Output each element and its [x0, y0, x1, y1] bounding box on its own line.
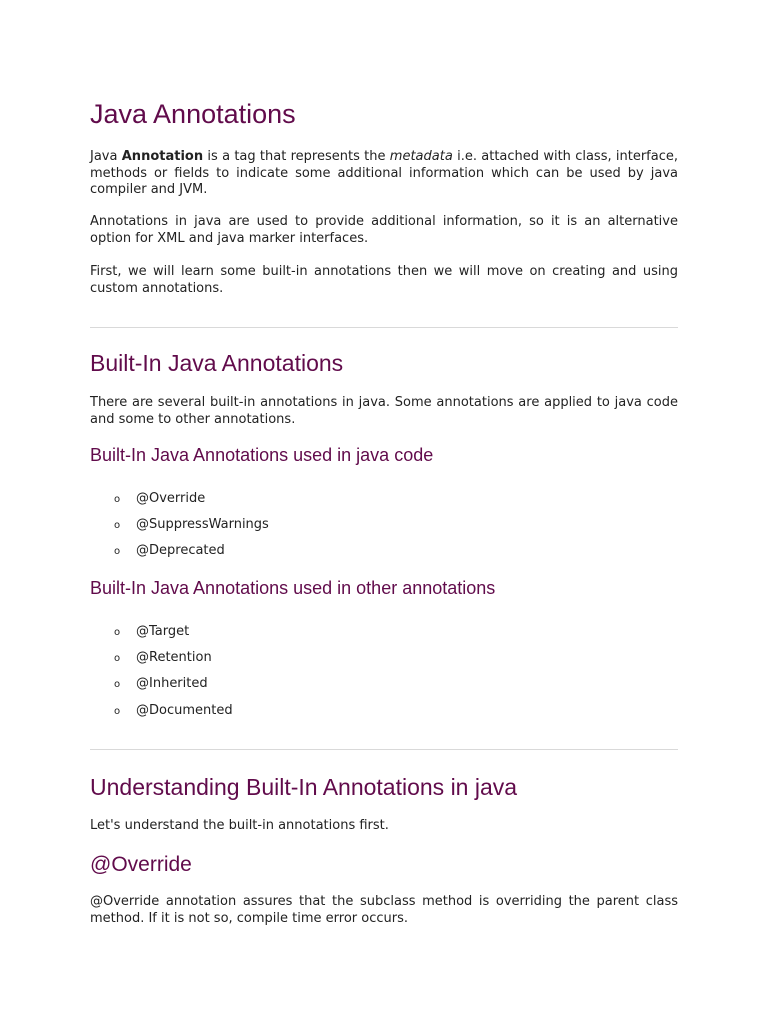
hollow-bullet-icon: o: [114, 706, 121, 717]
annotation-bold-term: Annotation: [121, 149, 204, 164]
section-divider: [90, 749, 678, 750]
java-code-annotation-list: [90, 491, 678, 569]
intro-paragraph-3: First, we will learn some built-in annotations then we will move on creating and using custom annotations.: [90, 264, 678, 296]
override-description: @Override annotation assures that the subclass method is overriding the parent class method. If it is not so, compile time error occurs.: [90, 894, 678, 926]
list-item: o @Documented: [114, 703, 233, 718]
section-heading-builtin: Built-In Java Annotations: [90, 350, 344, 376]
list-item: o @SuppressWarnings: [114, 517, 269, 532]
page-title: Java Annotations: [90, 99, 296, 129]
hollow-bullet-icon: o: [114, 494, 121, 505]
builtin-description: There are several built-in annotations in java. Some annotations are applied to java code and some to other annotations.: [90, 395, 678, 427]
metadata-italic-term: metadata: [389, 149, 453, 164]
intro-paragraph-2: Annotations in java are used to provide additional information, so it is an alternative option for XML and java marker interfaces.: [90, 214, 678, 246]
other-annotation-list: [90, 624, 678, 729]
list-item: o @Override: [114, 491, 206, 506]
section-heading-understanding: Understanding Built-In Annotations in java: [90, 774, 518, 800]
section-divider: [90, 327, 678, 328]
hollow-bullet-icon: o: [114, 653, 121, 664]
understanding-description: Let's understand the built-in annotations first.: [90, 818, 389, 833]
hollow-bullet-icon: o: [114, 627, 121, 638]
list-item: o @Target: [114, 624, 190, 639]
hollow-bullet-icon: o: [114, 520, 121, 531]
section-heading-override: @Override: [90, 853, 192, 876]
list-item: o @Deprecated: [114, 543, 225, 558]
list-item: o @Retention: [114, 650, 212, 665]
hollow-bullet-icon: o: [114, 679, 121, 690]
list-item: o @Inherited: [114, 676, 208, 691]
intro-paragraph-1: Java Annotation is a tag that represents the metadata i.e. attached with class, interface, methods or fields to indicate some additional information which can be used by java compiler and JVM.: [90, 149, 678, 197]
hollow-bullet-icon: o: [114, 546, 121, 557]
subheading-other-annotations: Built-In Java Annotations used in other annotations: [90, 578, 496, 598]
subheading-java-code: Built-In Java Annotations used in java code: [90, 445, 434, 465]
